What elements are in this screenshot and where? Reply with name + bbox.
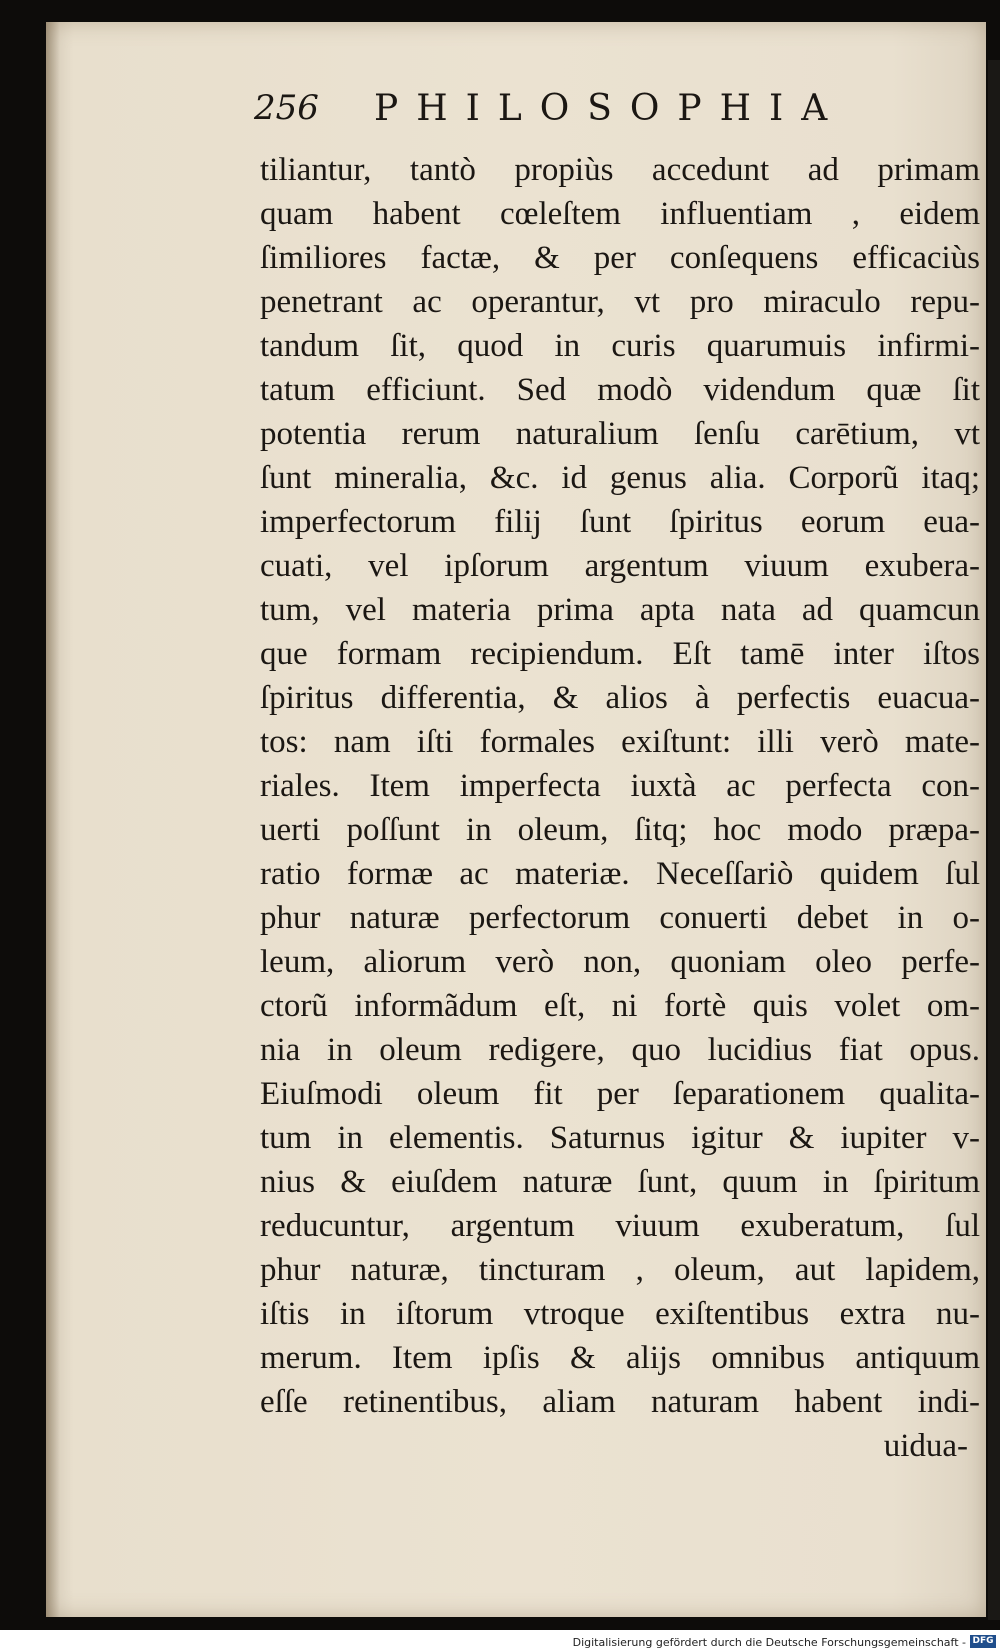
text-line: eſſe retinentibus, aliam naturam habent indi- [260, 1384, 980, 1420]
text-line: nius & eiuſdem naturæ ſunt, quum in ſpiritum [260, 1164, 980, 1200]
text-line: Eiuſmodi oleum fit per ſeparationem qualita- [260, 1076, 980, 1112]
page-number: 256 [254, 88, 319, 128]
running-head-title: PHILOSOPHIA [374, 88, 846, 129]
text-line: tos: nam iſti formales exiſtunt: illi verò mate- [260, 724, 980, 760]
catchword-line: uidua- [883, 1428, 968, 1464]
digitization-credit: Digitalisierung gefördert durch die Deutsche Forschungsgemeinschaft - [572, 1636, 966, 1649]
text-line: tum in elementis. Saturnus igitur & iupiter v- [260, 1120, 980, 1156]
text-line: uerti poſſunt in oleum, ſitq; hoc modo præpa- [260, 812, 980, 848]
text-line: ctorũ informãdum eſt, ni fortè quis volet om- [260, 988, 980, 1024]
text-line: tiliantur, tantò propiùs accedunt ad primam [260, 152, 980, 188]
text-line: leum, aliorum verò non, quoniam oleo perfe- [260, 944, 980, 980]
text-line: cuati, vel ipſorum argentum viuum exubera- [260, 548, 980, 584]
text-line: phur naturæ, tincturam , oleum, aut lapidem, [260, 1252, 980, 1288]
text-line: ſimiliores factæ, & per conſequens efficaciùs [260, 240, 980, 276]
dfg-logo: DFG [970, 1635, 996, 1648]
text-line: quam habent cœleſtem influentiam , eidem [260, 196, 980, 232]
text-line: tatum efficiunt. Sed modò videndum quæ ſit [260, 372, 980, 408]
text-line: nia in oleum redigere, quo lucidius fiat opus. [260, 1032, 980, 1068]
text-line: ratio formæ ac materiæ. Neceſſariò quidem ſul [260, 856, 980, 892]
text-line: phur naturæ perfectorum conuerti debet in o- [260, 900, 980, 936]
text-line: penetrant ac operantur, vt pro miraculo repu- [260, 284, 980, 320]
text-line: reducuntur, argentum viuum exuberatum, ſul [260, 1208, 980, 1244]
page-right-edge [988, 60, 1000, 1620]
text-line: iſtis in iſtorum vtroque exiſtentibus extra nu- [260, 1296, 980, 1332]
body-text [260, 148, 980, 1468]
text-line: tandum ſit, quod in curis quarumuis infirmi- [260, 328, 980, 364]
text-line: merum. Item ipſis & alijs omnibus antiquum [260, 1340, 980, 1376]
text-line: potentia rerum naturalium ſenſu carētium, vt [260, 416, 980, 452]
page-gutter-shadow [46, 22, 60, 1617]
text-line: imperfectorum filij ſunt ſpiritus eorum eua- [260, 504, 980, 540]
text-line: ſpiritus differentia, & alios à perfectis euacua- [260, 680, 980, 716]
running-head [254, 88, 994, 138]
text-line: que formam recipiendum. Eſt tamē inter iſtos [260, 636, 980, 672]
text-line: tum, vel materia prima apta nata ad quamcun [260, 592, 980, 628]
text-line: ſunt mineralia, &c. id genus alia. Corporũ itaq; [260, 460, 980, 496]
text-line: riales. Item imperfecta iuxtà ac perfecta con- [260, 768, 980, 804]
